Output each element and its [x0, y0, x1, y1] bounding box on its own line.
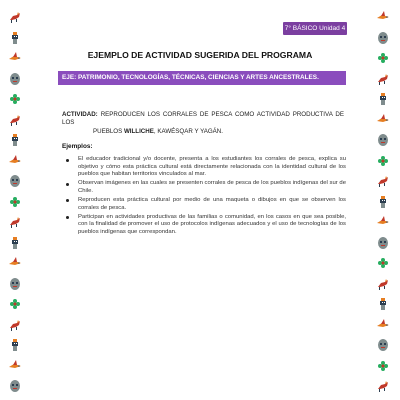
flower-icon: [8, 92, 22, 106]
fox-icon: [376, 379, 390, 393]
fox-icon: [8, 318, 22, 332]
mask-icon: [8, 379, 22, 393]
ejemplos-title: Ejemplos:: [62, 143, 93, 150]
mask-icon: [376, 338, 390, 352]
eje-text: PATRIMONIO, TECNOLOGÍAS, TÉCNICAS, CIENCIAS Y ARTES ANCESTRALES.: [78, 74, 319, 81]
actividad-text-part2: PUEBLOS: [93, 127, 123, 135]
totem-icon: [8, 338, 22, 352]
actividad-line-2: [62, 128, 344, 136]
mask-icon: [376, 31, 390, 45]
actividad-highlight: WILLICHE: [123, 127, 154, 135]
list-item: [66, 197, 346, 212]
flower-icon: [376, 51, 390, 65]
bird-icon: [8, 359, 22, 373]
list-item: [66, 180, 346, 195]
actividad-text-part3: , KAWÉSQAR Y YAGÁN.: [153, 127, 223, 135]
totem-icon: [8, 133, 22, 147]
totem-icon: [376, 92, 390, 106]
right-decorative-border: [376, 10, 390, 400]
bird-icon: [8, 256, 22, 270]
fox-icon: [376, 72, 390, 86]
left-decorative-border: [8, 10, 22, 400]
bird-icon: [376, 318, 390, 332]
actividad-text-part1: REPRODUCEN LOS CORRALES DE PESCA COMO ACTIVIDAD PRODUCTIVA DE LOS: [62, 111, 344, 127]
unit-badge: 7° BÁSICO Unidad 4: [283, 22, 347, 35]
bullet-icon: [66, 183, 69, 186]
list-item-text: Observan imágenes en las cuales se presenten corrales de pesca de los pueblos indígenas del sur de Chile.: [78, 180, 346, 194]
flower-icon: [8, 195, 22, 209]
totem-icon: [8, 31, 22, 45]
page-title: EJEMPLO DE ACTIVIDAD SUGERIDA DEL PROGRAMA: [87, 50, 313, 60]
totem-icon: [376, 297, 390, 311]
flower-icon: [376, 154, 390, 168]
bullet-icon: [66, 216, 69, 219]
list-item: [66, 214, 346, 237]
list-item-text: El educador tradicional y/o docente, presenta a los estudiantes los corrales de pesca, explica su objetivo y cómo esta práctica cultural está directamente relacionada con la identidad cultural de los pueblos que habitan territorios vinculados al mar.: [78, 156, 346, 178]
bird-icon: [376, 113, 390, 127]
bird-icon: [376, 10, 390, 24]
fox-icon: [376, 277, 390, 291]
mask-icon: [376, 236, 390, 250]
totem-icon: [376, 195, 390, 209]
mask-icon: [8, 174, 22, 188]
mask-icon: [8, 72, 22, 86]
bird-icon: [8, 154, 22, 168]
mask-icon: [376, 133, 390, 147]
eje-banner: [58, 71, 346, 85]
fox-icon: [8, 10, 22, 24]
list-item: [66, 156, 346, 179]
list-item-text: Participan en actividades productivas de las familias o comunidad, en los casos en que sea posible, con la finalidad de promover el uso de protocolos indígenas adecuados y el uso de tecnologías de los pueblos indígenas que correspondan.: [78, 213, 346, 235]
list-item-text: Reproducen esta práctica cultural por medio de una maqueta o dibujos en que se observen los corrales de pesca.: [78, 196, 346, 211]
bird-icon: [376, 215, 390, 229]
bullet-icon: [66, 199, 69, 202]
actividad-block: [62, 111, 344, 136]
eje-label: EJE:: [62, 74, 77, 81]
fox-icon: [8, 113, 22, 127]
mask-icon: [8, 277, 22, 291]
bird-icon: [8, 51, 22, 65]
ejemplos-list: [66, 156, 346, 238]
totem-icon: [8, 236, 22, 250]
fox-icon: [376, 174, 390, 188]
bullet-icon: [66, 159, 69, 162]
flower-icon: [8, 297, 22, 311]
flower-icon: [376, 256, 390, 270]
actividad-label: ACTIVIDAD:: [62, 111, 98, 118]
flower-icon: [376, 359, 390, 373]
fox-icon: [8, 215, 22, 229]
